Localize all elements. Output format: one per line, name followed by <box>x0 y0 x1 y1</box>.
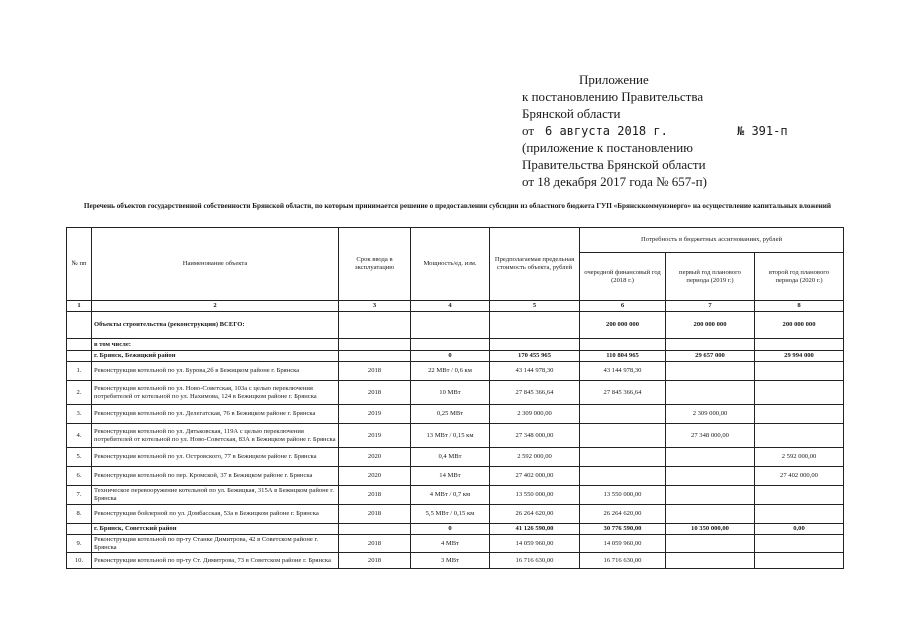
table-row <box>67 505 844 524</box>
commission-year: 2019 <box>339 424 411 448</box>
objects-table <box>66 227 844 569</box>
commission-year: 2018 <box>339 362 411 381</box>
group-2019: 10 350 000,00 <box>666 524 755 535</box>
row-number: 6. <box>67 467 92 486</box>
need-2018: 14 059 960,00 <box>580 535 666 553</box>
col-header-power: Мощность/ед. изм. <box>411 228 490 301</box>
capacity: 5,5 МВт / 0,15 км <box>411 505 490 524</box>
group-power: 0 <box>411 524 490 535</box>
col-header-2018: очередной финансовый год (2018 г.) <box>580 253 666 301</box>
table-row <box>67 535 844 553</box>
col-header-name: Наименование объекта <box>92 228 339 301</box>
col-number: 6 <box>580 301 666 312</box>
need-2018: 27 845 366,64 <box>580 381 666 405</box>
need-2020 <box>755 405 844 424</box>
need-2020 <box>755 486 844 505</box>
capacity: 10 МВт <box>411 381 490 405</box>
header-line-6: Правительства Брянской области <box>522 157 706 172</box>
header-line-4-number: № 391-п <box>737 124 788 138</box>
row-number: 4. <box>67 424 92 448</box>
object-name: Реконструкция бойлерной по ул. Домбасская, 53а в Бежицком районе г. Брянска <box>92 505 339 524</box>
row-number: 3. <box>67 405 92 424</box>
max-cost: 2 592 000,00 <box>490 448 580 467</box>
row-number: 9. <box>67 535 92 553</box>
need-2020 <box>755 535 844 553</box>
commission-year: 2018 <box>339 381 411 405</box>
need-2019 <box>666 467 755 486</box>
need-2019 <box>666 448 755 467</box>
need-2019 <box>666 535 755 553</box>
capacity: 3 МВт <box>411 553 490 569</box>
group-cost: 170 455 965 <box>490 351 580 362</box>
object-name: Реконструкция котельной по пр-ту Станке Димитрова, 42 в Советском районе г. Брянска <box>92 535 339 553</box>
header-line-1: Приложение <box>579 72 649 87</box>
need-2018 <box>580 448 666 467</box>
group-2019: 29 657 000 <box>666 351 755 362</box>
need-2018: 26 264 620,00 <box>580 505 666 524</box>
row-number: 2. <box>67 381 92 405</box>
capacity: 14 МВт <box>411 467 490 486</box>
need-2019 <box>666 381 755 405</box>
need-2019 <box>666 486 755 505</box>
col-header-2019: первый год планового периода (2019 г.) <box>666 253 755 301</box>
col-header-year: Срок ввода в эксплуатацию <box>339 228 411 301</box>
document-title: Перечень объектов государственной собственности Брянской области, по которым принимается решение о предоставлении субсидии из областного бюджета ГУП «Брянсккоммунэнерго» на осуществление капитальных вложений <box>83 202 832 210</box>
group-2018: 110 804 965 <box>580 351 666 362</box>
need-2018: 16 716 630,00 <box>580 553 666 569</box>
total-2020: 200 000 000 <box>755 312 844 339</box>
commission-year: 2020 <box>339 467 411 486</box>
need-2020 <box>755 553 844 569</box>
need-2020 <box>755 505 844 524</box>
total-row <box>67 312 844 339</box>
max-cost: 27 845 366,64 <box>490 381 580 405</box>
row-number: 5. <box>67 448 92 467</box>
object-name: Техническое перевооружение котельной по ул. Бежицкая, 315А в Бежицком районе г. Брянска <box>92 486 339 505</box>
object-name: Реконструкция котельной по ул. Бурова,2б в Бежицком районе г. Брянска <box>92 362 339 381</box>
col-number: 2 <box>92 301 339 312</box>
need-2020 <box>755 381 844 405</box>
row-number: 1. <box>67 362 92 381</box>
max-cost: 43 144 978,30 <box>490 362 580 381</box>
capacity: 0,25 МВт <box>411 405 490 424</box>
total-label: Объекты строительства (реконструкции) ВСЕГО: <box>92 312 339 339</box>
table-row <box>67 467 844 486</box>
need-2018 <box>580 405 666 424</box>
group-name: г. Брянск, Советский район <box>92 524 339 535</box>
need-2019 <box>666 505 755 524</box>
row-number: 8. <box>67 505 92 524</box>
object-name: Реконструкция котельной по пер. Кромской, 37 в Бежицком районе г. Брянска <box>92 467 339 486</box>
object-name: Реконструкция котельной по пр-ту Ст. Димитрова, 73 в Советском районе г. Брянска <box>92 553 339 569</box>
need-2019: 27 348 000,00 <box>666 424 755 448</box>
need-2019: 2 309 000,00 <box>666 405 755 424</box>
row-number: 10. <box>67 553 92 569</box>
col-header-2020: второй год планового периода (2020 г.) <box>755 253 844 301</box>
commission-year: 2018 <box>339 553 411 569</box>
col-header-cost: Предполагаемая предельная стоимость объекта, рублей <box>490 228 580 301</box>
group-name: г. Брянск, Бежицкий район <box>92 351 339 362</box>
col-number: 7 <box>666 301 755 312</box>
table-row <box>67 448 844 467</box>
column-numbers-row <box>67 301 844 312</box>
including-label: в том числе: <box>92 339 339 351</box>
table-row <box>67 424 844 448</box>
group-2018: 30 776 590,00 <box>580 524 666 535</box>
col-number: 8 <box>755 301 844 312</box>
max-cost: 27 348 000,00 <box>490 424 580 448</box>
table-row <box>67 486 844 505</box>
max-cost: 14 059 960,00 <box>490 535 580 553</box>
max-cost: 13 550 000,00 <box>490 486 580 505</box>
header-line-3: Брянской области <box>522 106 621 121</box>
object-name: Реконструкция котельной по ул. Ново-Советская, 103а с целью переключения потребителей от котельной по ул. Нахимова, 124 в Бежицком районе г. Брянска <box>92 381 339 405</box>
group-power: 0 <box>411 351 490 362</box>
header-line-5: (приложение к постановлению <box>522 140 693 155</box>
col-number: 4 <box>411 301 490 312</box>
need-2018: 43 144 978,30 <box>580 362 666 381</box>
capacity: 4 МВт / 0,7 км <box>411 486 490 505</box>
total-2018: 200 000 000 <box>580 312 666 339</box>
max-cost: 27 402 000,00 <box>490 467 580 486</box>
table-row <box>67 405 844 424</box>
need-2020: 2 592 000,00 <box>755 448 844 467</box>
col-number: 1 <box>67 301 92 312</box>
group-2020: 29 994 000 <box>755 351 844 362</box>
need-2018 <box>580 424 666 448</box>
commission-year: 2020 <box>339 448 411 467</box>
object-name: Реконструкция котельной по ул. Делегатская, 76 в Бежицком районе г. Брянска <box>92 405 339 424</box>
max-cost: 16 716 630,00 <box>490 553 580 569</box>
group-row <box>67 524 844 535</box>
capacity: 13 МВт / 0,15 км <box>411 424 490 448</box>
including-row <box>67 339 844 351</box>
max-cost: 26 264 620,00 <box>490 505 580 524</box>
max-cost: 2 309 000,00 <box>490 405 580 424</box>
col-header-num: № пп <box>67 228 92 301</box>
col-number: 3 <box>339 301 411 312</box>
need-2020: 27 402 000,00 <box>755 467 844 486</box>
capacity: 22 МВт / 0,6 км <box>411 362 490 381</box>
capacity: 4 МВт <box>411 535 490 553</box>
header-line-7: от 18 декабря 2017 года № 657-п) <box>522 174 707 189</box>
col-header-need: Потребность в бюджетных ассигнованиях, рублей <box>580 228 844 253</box>
total-2019: 200 000 000 <box>666 312 755 339</box>
commission-year: 2019 <box>339 405 411 424</box>
need-2018: 13 550 000,00 <box>580 486 666 505</box>
need-2020 <box>755 362 844 381</box>
group-row <box>67 351 844 362</box>
table-row <box>67 553 844 569</box>
col-number: 5 <box>490 301 580 312</box>
object-name: Реконструкция котельной по ул. Островского, 77 в Бежицком районе г. Брянска <box>92 448 339 467</box>
commission-year: 2018 <box>339 505 411 524</box>
header-line-4-date: 6 августа 2018 г. <box>545 124 668 138</box>
header-line-2: к постановлению Правительства <box>522 89 704 104</box>
group-2020: 0,00 <box>755 524 844 535</box>
table-row <box>67 362 844 381</box>
row-number: 7. <box>67 486 92 505</box>
commission-year: 2018 <box>339 535 411 553</box>
need-2019 <box>666 553 755 569</box>
table-header-row <box>67 228 844 253</box>
object-name: Реконструкция котельной по ул. Дятьковская, 119А с целью переключения потребителей от котельной по ул. Ново-Советская, 83А в Бежицком районе г. Брянска <box>92 424 339 448</box>
need-2020 <box>755 424 844 448</box>
need-2019 <box>666 362 755 381</box>
header-line-4-prefix: от <box>522 123 535 138</box>
table-row <box>67 381 844 405</box>
need-2018 <box>580 467 666 486</box>
capacity: 0,4 МВт <box>411 448 490 467</box>
group-cost: 41 126 590,00 <box>490 524 580 535</box>
commission-year: 2018 <box>339 486 411 505</box>
